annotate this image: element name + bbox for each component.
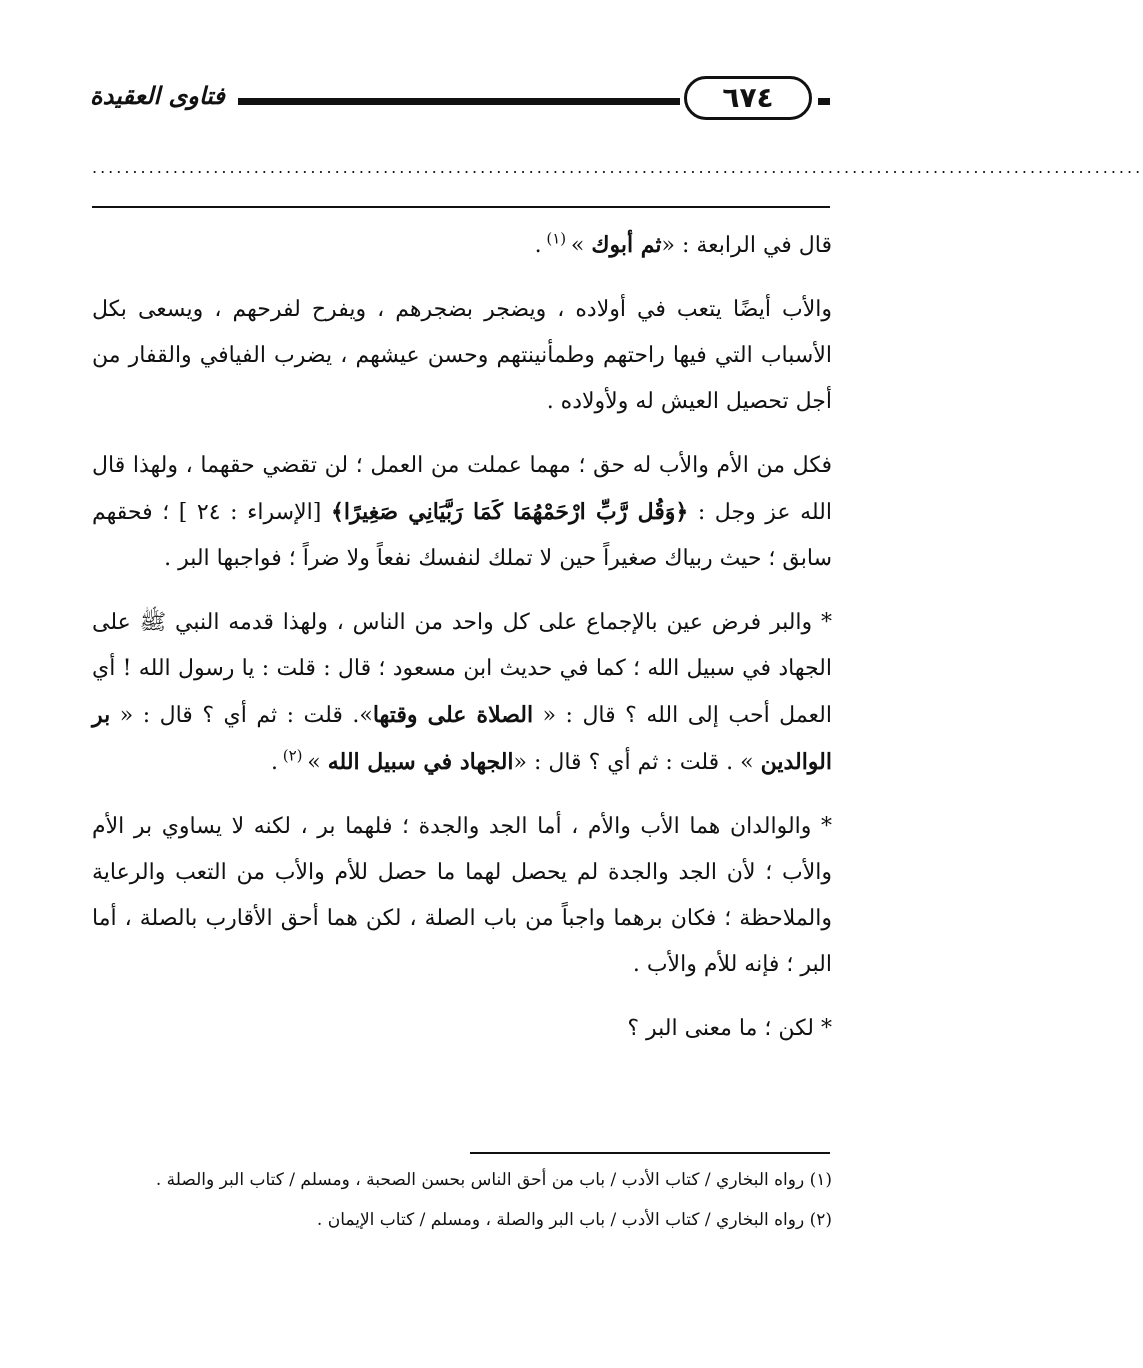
text: » — [570, 233, 592, 258]
footnote-ref-1: (١) — [541, 229, 571, 248]
top-separator-line — [92, 206, 830, 208]
footnote-separator — [470, 1152, 830, 1154]
footnote-ref-2: (٢) — [277, 746, 308, 765]
header-rule-end — [818, 98, 830, 105]
bold-quote: الجهاد في سبيل الله — [327, 749, 514, 775]
paragraph-3 — [92, 443, 832, 582]
paragraph-4 — [92, 600, 832, 786]
paragraph-6: * لكن ؛ ما معنى البر ؟ — [627, 1016, 832, 1041]
text: ». قلت : ثم أي ؟ قال : « — [110, 703, 373, 728]
text: * والبر فرض عين بالإجماع على كل واحد من الناس ، ولهذا قدمه النبي ﷺ على الجهاد في سبيل الله ؛ كما في حديث ابن مسعود ؛ قال : قلت : يا رسول الله ! أي العمل أحب إلى الله ؟ قال : « — [92, 610, 832, 728]
bold-quote: الصلاة على وقتها — [372, 702, 534, 728]
page-header — [90, 72, 830, 128]
page-number: ٦٧٤ — [684, 76, 812, 120]
text: » . قلت : ثم أي ؟ قال : « — [513, 750, 761, 775]
text: فكل من الأم والأب له حق ؛ مهما عملت من العمل ؛ لن تقضي حقهما ، ولهذا قال الله عز وجل : — [92, 453, 832, 525]
dotted-separator: .................................................................................................................................. — [92, 158, 1143, 177]
bold-quote: بر الوالدين — [92, 702, 832, 775]
text: . — [270, 750, 278, 775]
header-rule — [238, 98, 680, 105]
paragraph-1 — [92, 222, 832, 269]
main-text — [92, 222, 832, 1070]
text: [الإسراء : ٢٤ ] ؛ فحقهم سابق ؛ حيث ربياك صغيراً حين لا تملك لنفسك نفعاً ولا ضراً ؛ فواجبها البر . — [92, 500, 832, 571]
quran-verse: ﴿وَقُل رَّبِّ ارْحَمْهُمَا كَمَا رَبَّيَانِي صَغِيرًا﴾ — [330, 499, 689, 525]
bold-quote: ثم أبوك — [591, 232, 662, 258]
paragraph-5: * والوالدان هما الأب والأم ، أما الجد والجدة ؛ فلهما بر ، لكنه لا يساوي بر الأم والأب ؛ لأن الجد والجدة لم يحصل لهما ما حصل للأم والأب من التعب والرعاية والملاحظة ؛ فكان برهما واجباً من باب الصلة ، لكن هما أحق الأقارب بالصلة ، أما البر ؛ فإنه للأم والأب . — [92, 814, 832, 977]
footnote-2: (٢) رواه البخاري / كتاب الأدب / باب البر والصلة ، ومسلم / كتاب الإيمان . — [316, 1210, 832, 1230]
footnote-1: (١) رواه البخاري / كتاب الأدب / باب من أحق الناس بحسن الصحبة ، ومسلم / كتاب البر والصلة . — [155, 1170, 832, 1190]
paragraph-2: والأب أيضًا يتعب في أولاده ، ويضجر بضجرهم ، ويفرح لفرحهم ، ويسعى بكل الأسباب التي فيها راحتهم وطمأنينتهم وحسن عيشهم ، يضرب الفيافي والقفار من أجل تحصيل العيش له ولأولاده . — [92, 297, 832, 414]
footnotes — [92, 1162, 832, 1242]
text: قال في الرابعة : « — [661, 233, 832, 258]
text: » — [307, 750, 328, 775]
running-title: فتاوى العقيدة — [90, 82, 225, 110]
text: . — [534, 233, 542, 258]
